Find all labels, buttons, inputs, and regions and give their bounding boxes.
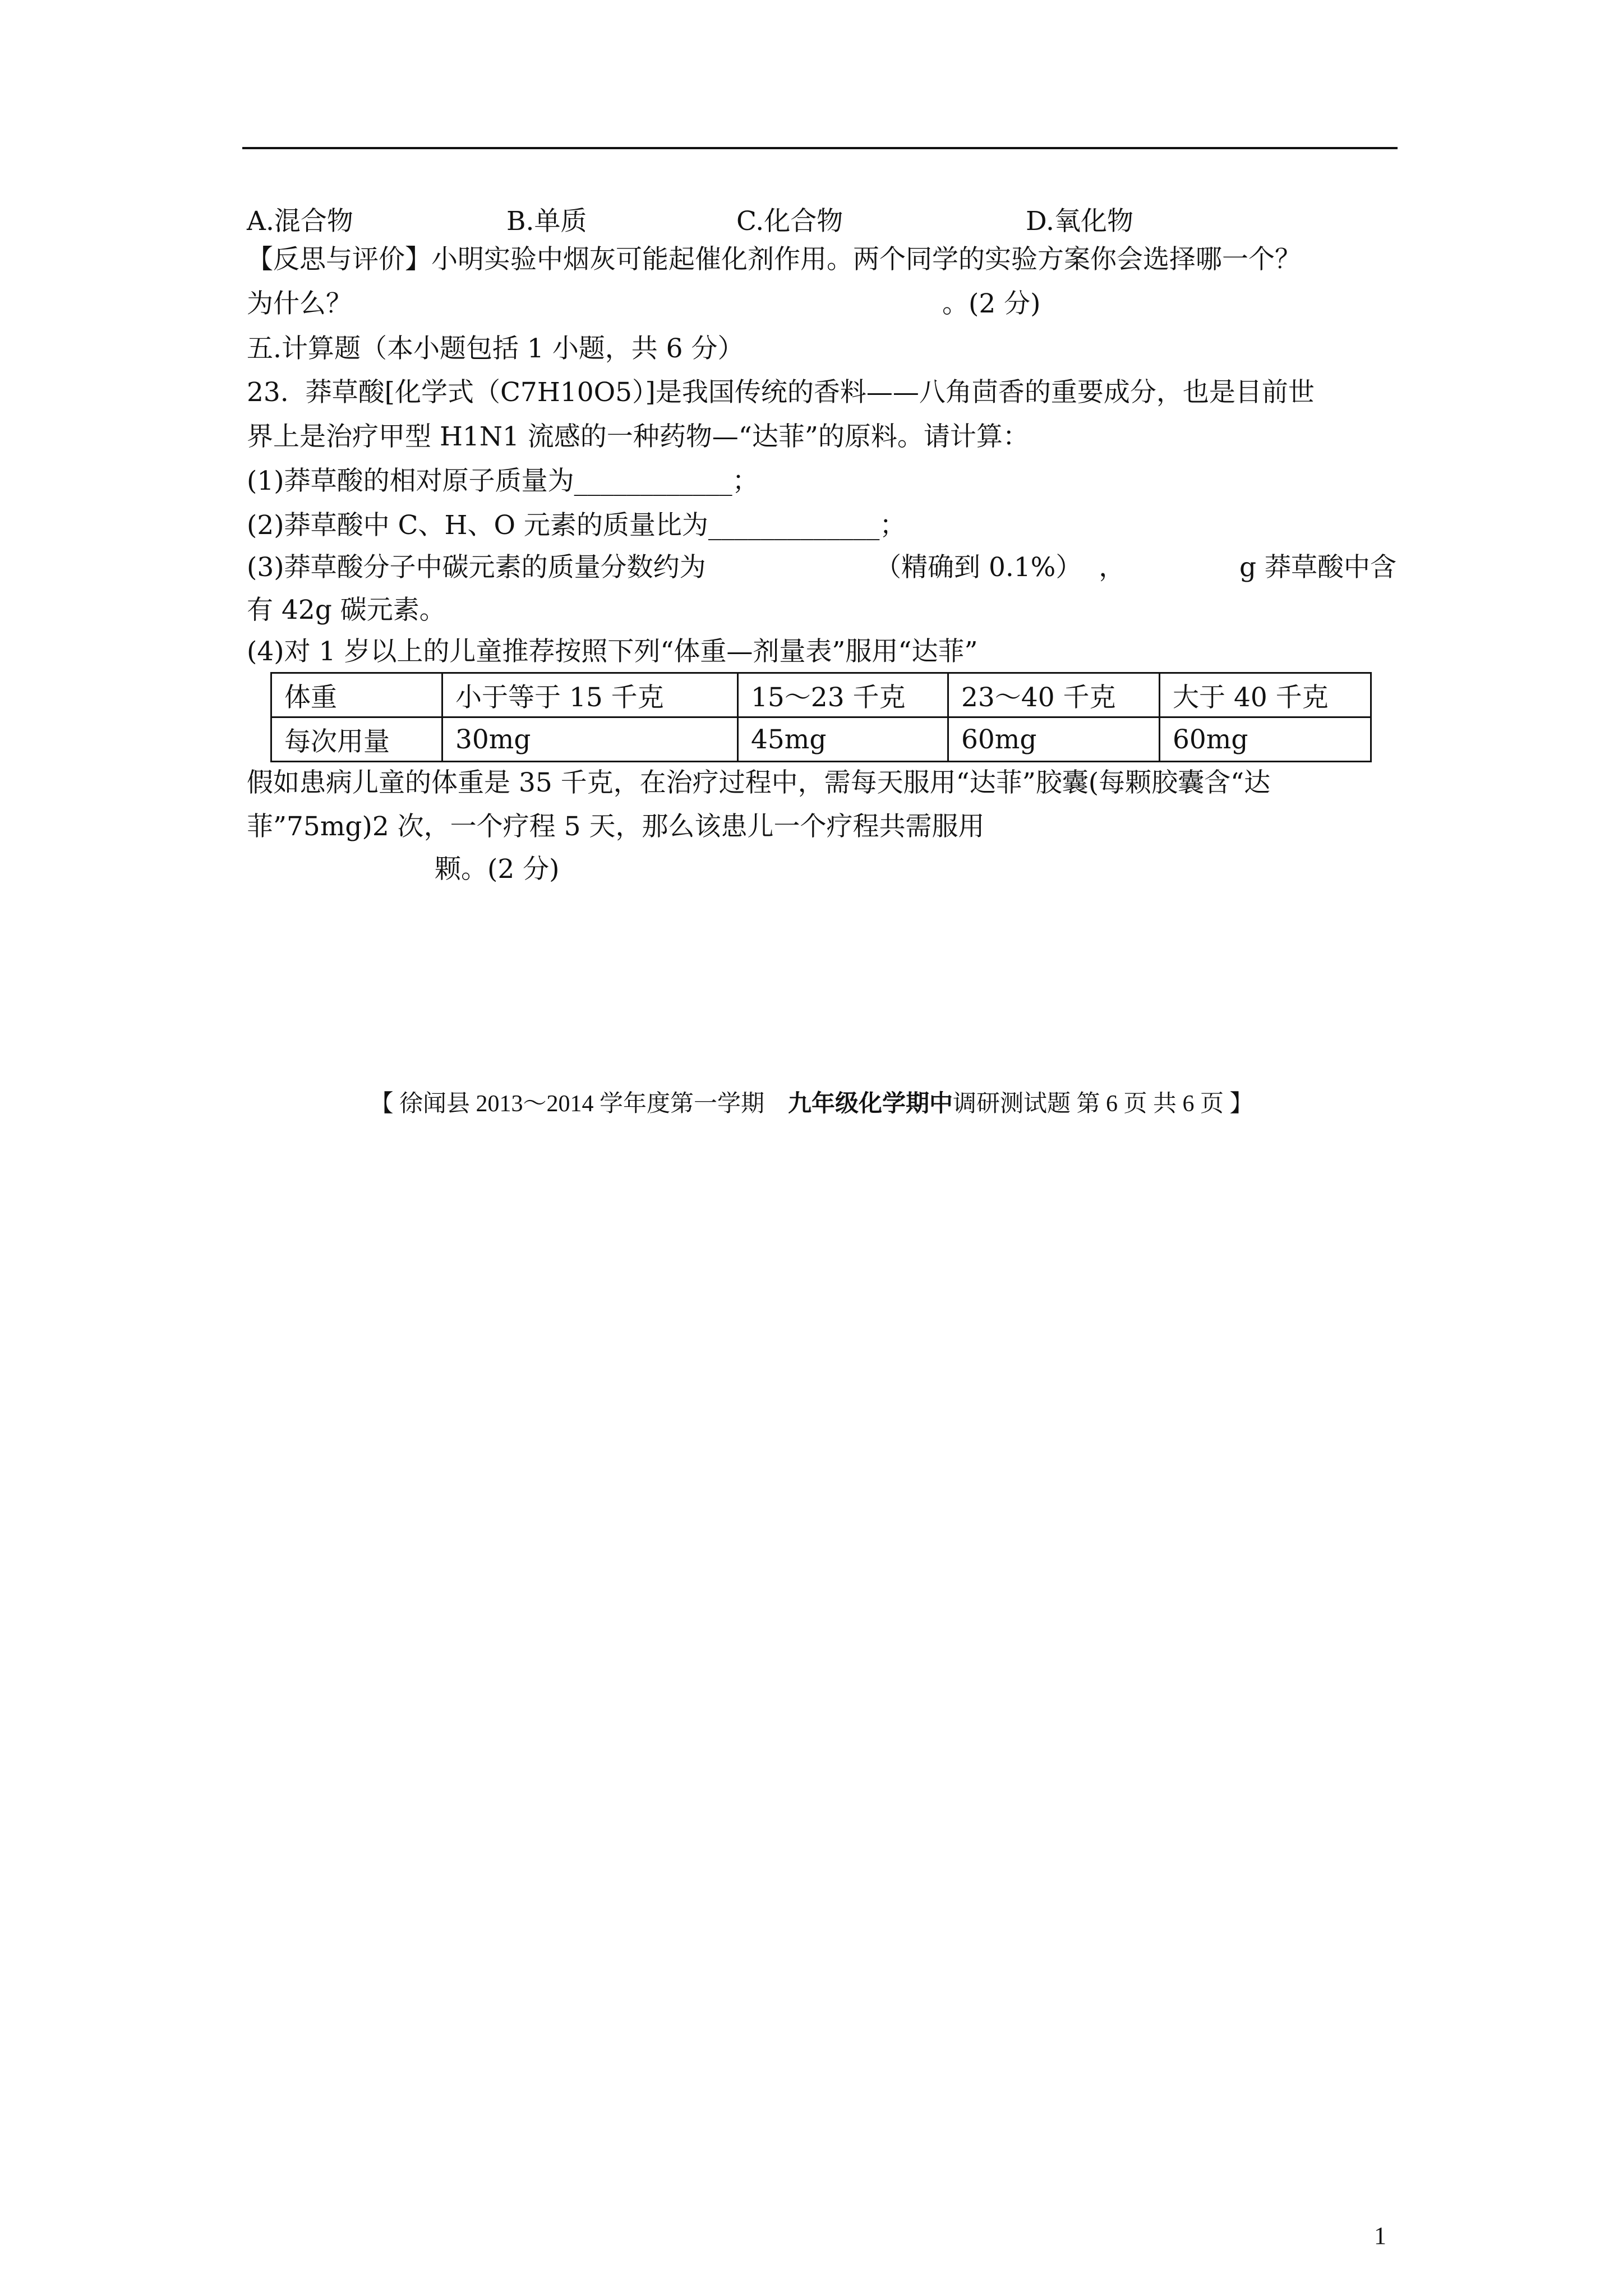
q23-after-line-3: 颗。(2 分) xyxy=(435,854,560,885)
reflection-line-1: 【反思与评价】小明实验中烟灰可能起催化剂作用。两个同学的实验方案你会选择哪一个？ xyxy=(247,244,1301,275)
table-row xyxy=(271,717,1371,762)
q23-after-line-2: 菲”75mg)2 次，一个疗程 5 天，那么该患儿一个疗程共需服用 xyxy=(247,811,985,842)
top-rule xyxy=(242,147,1398,149)
table-cell: 45mg xyxy=(738,717,948,762)
q23-line-2: 界上是治疗甲型 H1N1 流感的一种药物—“达菲”的原料。请计算： xyxy=(247,421,1029,452)
option-a: A.混合物 xyxy=(247,206,353,237)
footer-part-1: 【 徐闻县 2013～2014 学年度第一学期 xyxy=(370,1091,764,1117)
q23-part-3-c: g 莽草酸中含 xyxy=(1239,552,1397,583)
table-cell: 每次用量 xyxy=(271,717,442,762)
q23-after-line-1: 假如患病儿童的体重是 35 千克，在治疗过程中，需每天服用“达菲”胶囊(每颗胶囊含“达 xyxy=(247,767,1271,798)
reflection-line-2-end: 。(2 分) xyxy=(942,288,1041,319)
option-d: D.氧化物 xyxy=(1026,206,1133,237)
option-c: C.化合物 xyxy=(736,206,843,237)
table-cell: 30mg xyxy=(442,717,738,762)
q23-part-1: (1)莽草酸的相对原子质量为____________； xyxy=(247,466,759,496)
option-b: B.单质 xyxy=(506,206,587,237)
q23-part-3-line-2: 有 42g 碳元素。 xyxy=(247,595,446,625)
section-5-title: 五.计算题（本小题包括 1 小题，共 6 分） xyxy=(247,333,744,364)
table-cell: 15～23 千克 xyxy=(738,673,948,717)
q23-part-3-b: （精确到 0.1%） ， xyxy=(875,552,1126,583)
table-cell: 小于等于 15 千克 xyxy=(442,673,738,717)
page-number: 1 xyxy=(1374,2222,1386,2249)
table-cell: 60mg xyxy=(948,717,1160,762)
reflection-line-2-start: 为什么？ xyxy=(247,288,352,319)
q23-part-4: (4)对 1 岁以上的儿童推荐按照下列“体重—剂量表”服用“达菲” xyxy=(247,636,978,667)
table-cell: 60mg xyxy=(1160,717,1371,762)
table-row xyxy=(271,673,1371,717)
dose-table xyxy=(270,672,1372,762)
table-cell: 23～40 千克 xyxy=(948,673,1160,717)
q23-part-3-a: (3)莽草酸分子中碳元素的质量分数约为 xyxy=(247,552,706,583)
q23-part-2: (2)莽草酸中 C、H、O 元素的质量比为_____________； xyxy=(247,510,906,541)
footer-part-3: 调研测试题 第 6 页 共 6 页 】 xyxy=(953,1091,1253,1117)
q23-line-1: 23. 莽草酸[化学式（C7H10O5）]是我国传统的香料——八角茴香的重要成分，也是目前世 xyxy=(247,377,1315,408)
footer-part-2: 九年级化学期中 xyxy=(787,1091,953,1117)
table-cell: 体重 xyxy=(271,673,442,717)
page-footer xyxy=(0,1088,1623,1120)
table-cell: 大于 40 千克 xyxy=(1160,673,1371,717)
